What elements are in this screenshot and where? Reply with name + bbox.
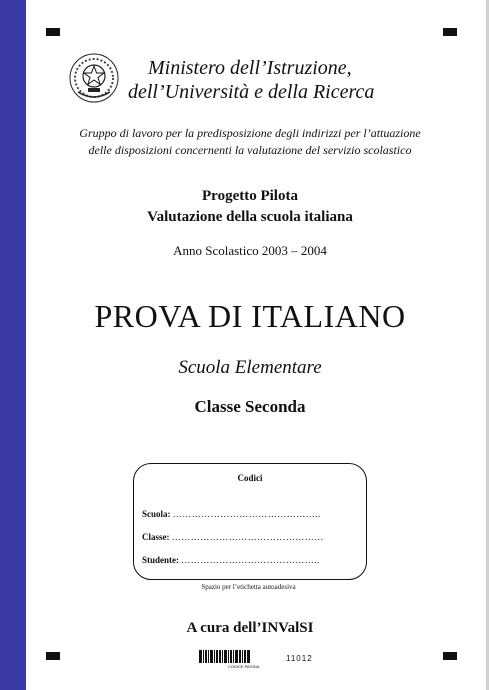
working-group-text <box>40 125 460 159</box>
barcode-icon <box>199 650 255 663</box>
codes-box <box>133 463 367 580</box>
class-code-label: Classe: <box>142 532 170 542</box>
barcode-caption: CODICE PAGINA <box>228 664 260 669</box>
codes-heading: Codici <box>237 473 263 483</box>
class-code-dots: ………………………………………… <box>171 532 324 542</box>
test-title: PROVA DI ITALIANO <box>94 298 406 334</box>
registration-mark-bottom-right <box>443 652 457 660</box>
working-group-line-1: Gruppo di lavoro per la predisposizione degli indirizzi per l’attuazione <box>79 126 421 140</box>
school-code-field <box>142 509 321 519</box>
working-group-line-2: delle disposizioni concernenti la valutazione del servizio scolastico <box>88 143 412 157</box>
student-code-dots: …………………………………….. <box>181 555 320 565</box>
class-code-field <box>142 532 324 542</box>
student-code-field <box>142 555 320 565</box>
school-code-label: Scuola: <box>142 509 171 519</box>
edited-by: A cura dell’INValSI <box>186 620 314 636</box>
registration-mark-bottom-left <box>46 652 60 660</box>
school-code-dots: ……………………………………….. <box>172 509 321 519</box>
ministry-name <box>128 56 418 104</box>
registration-mark-top-right <box>443 28 457 36</box>
student-code-label: Studente: <box>142 555 180 565</box>
registration-mark-top-left <box>46 28 60 36</box>
italian-republic-emblem-icon <box>68 52 120 104</box>
ministry-line-1: Ministero dell’Istruzione, <box>148 57 352 79</box>
project-line-1: Progetto Pilota <box>202 188 298 204</box>
class-level: Classe Seconda <box>194 397 306 416</box>
sticker-note: Spazio per l’etichetta autoadesiva <box>201 583 296 591</box>
school-level: Scuola Elementare <box>178 357 322 378</box>
school-year: Anno Scolastico 2003 – 2004 <box>173 243 327 258</box>
project-line-2: Valutazione della scuola italiana <box>147 209 353 225</box>
page-code: 11012 <box>286 654 313 663</box>
project-heading <box>40 186 460 228</box>
ministry-line-2: dell’Università e della Ricerca <box>128 81 375 103</box>
